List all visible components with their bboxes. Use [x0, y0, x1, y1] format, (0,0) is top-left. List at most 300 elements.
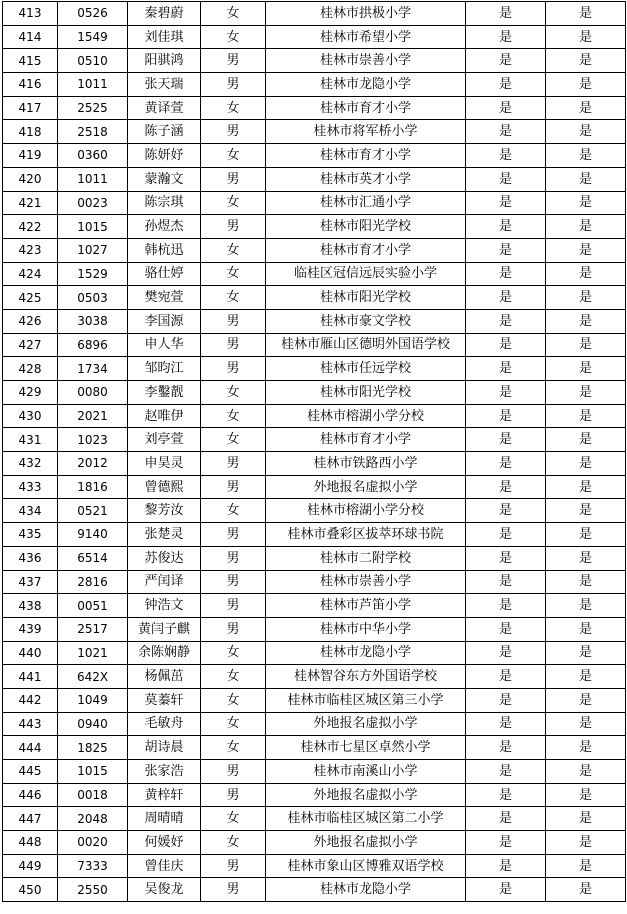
gender-cell: 女	[201, 712, 266, 736]
row-number-cell: 429	[3, 381, 58, 405]
id-code-cell: 9140	[58, 523, 128, 547]
student-name-cell: 黄译萱	[128, 96, 201, 120]
status-cell-2: 是	[546, 309, 626, 333]
table-row	[3, 167, 626, 191]
school-name-cell: 桂林市豪文学校	[266, 309, 466, 333]
row-number-cell: 416	[3, 73, 58, 97]
row-number-cell: 425	[3, 286, 58, 310]
table-body	[3, 2, 626, 902]
row-number-cell: 434	[3, 499, 58, 523]
table-row	[3, 404, 626, 428]
row-number-cell: 426	[3, 309, 58, 333]
gender-cell: 女	[201, 191, 266, 215]
status-cell-2: 是	[546, 120, 626, 144]
gender-cell: 女	[201, 262, 266, 286]
status-cell-2: 是	[546, 475, 626, 499]
school-name-cell: 桂林市汇通小学	[266, 191, 466, 215]
status-cell-1: 是	[466, 878, 546, 902]
school-name-cell: 桂林市雁山区德明外国语学校	[266, 333, 466, 357]
school-name-cell: 临桂区冠信远辰实验小学	[266, 262, 466, 286]
status-cell-1: 是	[466, 807, 546, 831]
id-code-cell: 6896	[58, 333, 128, 357]
status-cell-2: 是	[546, 878, 626, 902]
status-cell-2: 是	[546, 144, 626, 168]
gender-cell: 女	[201, 641, 266, 665]
student-name-cell: 李国源	[128, 309, 201, 333]
student-name-cell: 刘亭萱	[128, 428, 201, 452]
table-row	[3, 641, 626, 665]
table-row	[3, 617, 626, 641]
status-cell-2: 是	[546, 594, 626, 618]
table-row	[3, 665, 626, 689]
gender-cell: 男	[201, 594, 266, 618]
id-code-cell: 2048	[58, 807, 128, 831]
id-code-cell: 1529	[58, 262, 128, 286]
id-code-cell: 1015	[58, 215, 128, 239]
table-row	[3, 428, 626, 452]
status-cell-1: 是	[466, 665, 546, 689]
status-cell-2: 是	[546, 854, 626, 878]
row-number-cell: 423	[3, 238, 58, 262]
id-code-cell: 1049	[58, 688, 128, 712]
row-number-cell: 440	[3, 641, 58, 665]
table-row	[3, 309, 626, 333]
id-code-cell: 0521	[58, 499, 128, 523]
school-name-cell: 桂林市育才小学	[266, 238, 466, 262]
gender-cell: 男	[201, 73, 266, 97]
gender-cell: 男	[201, 215, 266, 239]
id-code-cell: 0940	[58, 712, 128, 736]
table-row	[3, 144, 626, 168]
status-cell-2: 是	[546, 665, 626, 689]
school-name-cell: 外地报名虚拟小学	[266, 475, 466, 499]
status-cell-1: 是	[466, 499, 546, 523]
school-name-cell: 桂林智谷东方外国语学校	[266, 665, 466, 689]
student-name-cell: 吴俊龙	[128, 878, 201, 902]
row-number-cell: 414	[3, 25, 58, 49]
status-cell-2: 是	[546, 712, 626, 736]
gender-cell: 男	[201, 49, 266, 73]
status-cell-2: 是	[546, 546, 626, 570]
id-code-cell: 1021	[58, 641, 128, 665]
school-name-cell: 桂林市临桂区城区第三小学	[266, 688, 466, 712]
school-name-cell: 桂林市英才小学	[266, 167, 466, 191]
school-name-cell: 桂林市阳光学校	[266, 215, 466, 239]
id-code-cell: 1027	[58, 238, 128, 262]
student-name-cell: 黄闫子麒	[128, 617, 201, 641]
row-number-cell: 437	[3, 570, 58, 594]
gender-cell: 男	[201, 120, 266, 144]
status-cell-2: 是	[546, 167, 626, 191]
school-name-cell: 桂林市龙隐小学	[266, 878, 466, 902]
student-name-cell: 曾德熙	[128, 475, 201, 499]
student-name-cell: 蒙瀚文	[128, 167, 201, 191]
student-name-cell: 杨佩茁	[128, 665, 201, 689]
table-row	[3, 594, 626, 618]
school-name-cell: 外地报名虚拟小学	[266, 783, 466, 807]
school-name-cell: 桂林市临桂区城区第二小学	[266, 807, 466, 831]
table-row	[3, 783, 626, 807]
row-number-cell: 442	[3, 688, 58, 712]
status-cell-2: 是	[546, 831, 626, 855]
student-name-cell: 曾佳庆	[128, 854, 201, 878]
status-cell-1: 是	[466, 309, 546, 333]
status-cell-2: 是	[546, 404, 626, 428]
status-cell-1: 是	[466, 262, 546, 286]
status-cell-2: 是	[546, 641, 626, 665]
status-cell-1: 是	[466, 641, 546, 665]
school-name-cell: 桂林市崇善小学	[266, 570, 466, 594]
table-row	[3, 357, 626, 381]
school-name-cell: 桂林市榕湖小学分校	[266, 404, 466, 428]
school-name-cell: 桂林市铁路西小学	[266, 452, 466, 476]
id-code-cell: 1549	[58, 25, 128, 49]
status-cell-1: 是	[466, 25, 546, 49]
gender-cell: 男	[201, 309, 266, 333]
id-code-cell: 2550	[58, 878, 128, 902]
status-cell-1: 是	[466, 712, 546, 736]
id-code-cell: 0503	[58, 286, 128, 310]
school-name-cell: 桂林市榕湖小学分校	[266, 499, 466, 523]
gender-cell: 女	[201, 665, 266, 689]
row-number-cell: 424	[3, 262, 58, 286]
status-cell-1: 是	[466, 688, 546, 712]
row-number-cell: 439	[3, 617, 58, 641]
status-cell-1: 是	[466, 381, 546, 405]
id-code-cell: 642X	[58, 665, 128, 689]
gender-cell: 男	[201, 617, 266, 641]
student-name-cell: 毛敏舟	[128, 712, 201, 736]
status-cell-2: 是	[546, 238, 626, 262]
status-cell-1: 是	[466, 617, 546, 641]
table-row	[3, 854, 626, 878]
school-name-cell: 桂林市阳光学校	[266, 286, 466, 310]
school-name-cell: 外地报名虚拟小学	[266, 831, 466, 855]
gender-cell: 女	[201, 238, 266, 262]
id-code-cell: 1734	[58, 357, 128, 381]
id-code-cell: 0020	[58, 831, 128, 855]
table-row	[3, 73, 626, 97]
table-row	[3, 286, 626, 310]
gender-cell: 男	[201, 570, 266, 594]
status-cell-2: 是	[546, 736, 626, 760]
student-name-cell: 邹昀江	[128, 357, 201, 381]
status-cell-1: 是	[466, 854, 546, 878]
status-cell-2: 是	[546, 499, 626, 523]
id-code-cell: 1816	[58, 475, 128, 499]
student-name-cell: 申昊灵	[128, 452, 201, 476]
status-cell-2: 是	[546, 452, 626, 476]
school-name-cell: 桂林市南溪山小学	[266, 760, 466, 784]
status-cell-1: 是	[466, 428, 546, 452]
row-number-cell: 427	[3, 333, 58, 357]
status-cell-2: 是	[546, 357, 626, 381]
status-cell-1: 是	[466, 546, 546, 570]
student-name-cell: 赵唯伊	[128, 404, 201, 428]
status-cell-1: 是	[466, 144, 546, 168]
row-number-cell: 420	[3, 167, 58, 191]
table-row	[3, 25, 626, 49]
gender-cell: 女	[201, 286, 266, 310]
gender-cell: 女	[201, 381, 266, 405]
table-row	[3, 120, 626, 144]
table-row	[3, 760, 626, 784]
id-code-cell: 1011	[58, 73, 128, 97]
table-row	[3, 499, 626, 523]
status-cell-2: 是	[546, 73, 626, 97]
status-cell-1: 是	[466, 452, 546, 476]
gender-cell: 男	[201, 854, 266, 878]
row-number-cell: 428	[3, 357, 58, 381]
school-name-cell: 桂林市叠彩区拔萃环球书院	[266, 523, 466, 547]
status-cell-2: 是	[546, 333, 626, 357]
table-row	[3, 49, 626, 73]
status-cell-1: 是	[466, 333, 546, 357]
student-name-cell: 张楚灵	[128, 523, 201, 547]
id-code-cell: 2012	[58, 452, 128, 476]
row-number-cell: 449	[3, 854, 58, 878]
status-cell-1: 是	[466, 238, 546, 262]
status-cell-2: 是	[546, 523, 626, 547]
student-name-cell: 何媛妤	[128, 831, 201, 855]
student-name-cell: 骆仕婷	[128, 262, 201, 286]
gender-cell: 男	[201, 878, 266, 902]
table-row	[3, 333, 626, 357]
gender-cell: 男	[201, 357, 266, 381]
table-row	[3, 215, 626, 239]
status-cell-1: 是	[466, 831, 546, 855]
gender-cell: 女	[201, 831, 266, 855]
gender-cell: 女	[201, 96, 266, 120]
status-cell-1: 是	[466, 783, 546, 807]
row-number-cell: 438	[3, 594, 58, 618]
gender-cell: 女	[201, 144, 266, 168]
school-name-cell: 桂林市芦笛小学	[266, 594, 466, 618]
status-cell-1: 是	[466, 49, 546, 73]
id-code-cell: 6514	[58, 546, 128, 570]
status-cell-1: 是	[466, 73, 546, 97]
gender-cell: 女	[201, 736, 266, 760]
status-cell-1: 是	[466, 286, 546, 310]
status-cell-1: 是	[466, 523, 546, 547]
gender-cell: 女	[201, 807, 266, 831]
gender-cell: 男	[201, 783, 266, 807]
school-name-cell: 桂林市七星区卓然小学	[266, 736, 466, 760]
id-code-cell: 2518	[58, 120, 128, 144]
status-cell-1: 是	[466, 760, 546, 784]
id-code-cell: 0510	[58, 49, 128, 73]
table-row	[3, 452, 626, 476]
student-name-cell: 孙煜杰	[128, 215, 201, 239]
table-row	[3, 191, 626, 215]
row-number-cell: 450	[3, 878, 58, 902]
table-row	[3, 688, 626, 712]
table-row	[3, 475, 626, 499]
id-code-cell: 1825	[58, 736, 128, 760]
table-row	[3, 523, 626, 547]
row-number-cell: 441	[3, 665, 58, 689]
id-code-cell: 0360	[58, 144, 128, 168]
id-code-cell: 2525	[58, 96, 128, 120]
status-cell-2: 是	[546, 286, 626, 310]
status-cell-1: 是	[466, 191, 546, 215]
id-code-cell: 2816	[58, 570, 128, 594]
student-name-cell: 陈宗琪	[128, 191, 201, 215]
gender-cell: 男	[201, 167, 266, 191]
student-name-cell: 樊宛萱	[128, 286, 201, 310]
status-cell-2: 是	[546, 49, 626, 73]
row-number-cell: 421	[3, 191, 58, 215]
status-cell-1: 是	[466, 475, 546, 499]
row-number-cell: 422	[3, 215, 58, 239]
id-code-cell: 2021	[58, 404, 128, 428]
status-cell-2: 是	[546, 570, 626, 594]
student-name-cell: 严闰译	[128, 570, 201, 594]
id-code-cell: 3038	[58, 309, 128, 333]
row-number-cell: 430	[3, 404, 58, 428]
status-cell-1: 是	[466, 215, 546, 239]
id-code-cell: 7333	[58, 854, 128, 878]
school-name-cell: 桂林市阳光学校	[266, 381, 466, 405]
table-row	[3, 878, 626, 902]
table-row	[3, 712, 626, 736]
id-code-cell: 1023	[58, 428, 128, 452]
school-name-cell: 桂林市象山区博雅双语学校	[266, 854, 466, 878]
table-row	[3, 2, 626, 26]
gender-cell: 男	[201, 452, 266, 476]
school-name-cell: 桂林市拱极小学	[266, 2, 466, 26]
id-code-cell: 0023	[58, 191, 128, 215]
school-name-cell: 桂林市育才小学	[266, 96, 466, 120]
student-name-cell: 周晴晴	[128, 807, 201, 831]
table-row	[3, 831, 626, 855]
row-number-cell: 448	[3, 831, 58, 855]
status-cell-2: 是	[546, 688, 626, 712]
school-name-cell: 桂林市二附学校	[266, 546, 466, 570]
status-cell-1: 是	[466, 357, 546, 381]
status-cell-1: 是	[466, 167, 546, 191]
school-name-cell: 桂林市中华小学	[266, 617, 466, 641]
gender-cell: 女	[201, 688, 266, 712]
student-name-cell: 莫蓁轩	[128, 688, 201, 712]
id-code-cell: 1015	[58, 760, 128, 784]
student-name-cell: 黄梓轩	[128, 783, 201, 807]
id-code-cell: 0018	[58, 783, 128, 807]
status-cell-2: 是	[546, 25, 626, 49]
row-number-cell: 419	[3, 144, 58, 168]
row-number-cell: 444	[3, 736, 58, 760]
school-name-cell: 桂林市崇善小学	[266, 49, 466, 73]
status-cell-1: 是	[466, 736, 546, 760]
gender-cell: 男	[201, 523, 266, 547]
table-row	[3, 262, 626, 286]
student-name-cell: 余陈娴静	[128, 641, 201, 665]
school-name-cell: 桂林市龙隐小学	[266, 73, 466, 97]
student-name-cell: 秦碧蔚	[128, 2, 201, 26]
status-cell-1: 是	[466, 404, 546, 428]
row-number-cell: 417	[3, 96, 58, 120]
student-name-cell: 陈子涵	[128, 120, 201, 144]
row-number-cell: 413	[3, 2, 58, 26]
row-number-cell: 443	[3, 712, 58, 736]
gender-cell: 女	[201, 499, 266, 523]
row-number-cell: 446	[3, 783, 58, 807]
student-name-cell: 张天瑞	[128, 73, 201, 97]
student-name-cell: 苏俊达	[128, 546, 201, 570]
row-number-cell: 431	[3, 428, 58, 452]
table-row	[3, 807, 626, 831]
student-name-cell: 胡诗晨	[128, 736, 201, 760]
gender-cell: 男	[201, 333, 266, 357]
school-name-cell: 桂林市将军桥小学	[266, 120, 466, 144]
status-cell-1: 是	[466, 120, 546, 144]
school-name-cell: 桂林市龙隐小学	[266, 641, 466, 665]
status-cell-2: 是	[546, 617, 626, 641]
table-row	[3, 546, 626, 570]
table-row	[3, 238, 626, 262]
student-name-cell: 钟浩文	[128, 594, 201, 618]
id-code-cell: 2517	[58, 617, 128, 641]
status-cell-2: 是	[546, 760, 626, 784]
student-name-cell: 韩杭迅	[128, 238, 201, 262]
status-cell-2: 是	[546, 783, 626, 807]
row-number-cell: 445	[3, 760, 58, 784]
id-code-cell: 1011	[58, 167, 128, 191]
status-cell-1: 是	[466, 594, 546, 618]
status-cell-1: 是	[466, 96, 546, 120]
student-name-cell: 李鑿靓	[128, 381, 201, 405]
status-cell-1: 是	[466, 570, 546, 594]
gender-cell: 女	[201, 428, 266, 452]
status-cell-2: 是	[546, 96, 626, 120]
gender-cell: 女	[201, 404, 266, 428]
table-row	[3, 381, 626, 405]
school-name-cell: 桂林市任远学校	[266, 357, 466, 381]
status-cell-2: 是	[546, 2, 626, 26]
status-cell-2: 是	[546, 215, 626, 239]
school-name-cell: 桂林市希望小学	[266, 25, 466, 49]
table-row	[3, 570, 626, 594]
school-name-cell: 外地报名虚拟小学	[266, 712, 466, 736]
gender-cell: 女	[201, 2, 266, 26]
gender-cell: 男	[201, 760, 266, 784]
school-name-cell: 桂林市育才小学	[266, 428, 466, 452]
student-list-table	[2, 1, 626, 902]
status-cell-2: 是	[546, 381, 626, 405]
gender-cell: 女	[201, 25, 266, 49]
student-name-cell: 阳骐鸿	[128, 49, 201, 73]
row-number-cell: 447	[3, 807, 58, 831]
student-name-cell: 刘佳琪	[128, 25, 201, 49]
student-name-cell: 张家浩	[128, 760, 201, 784]
status-cell-2: 是	[546, 428, 626, 452]
student-name-cell: 申人华	[128, 333, 201, 357]
gender-cell: 男	[201, 475, 266, 499]
row-number-cell: 418	[3, 120, 58, 144]
table-row	[3, 96, 626, 120]
status-cell-2: 是	[546, 807, 626, 831]
row-number-cell: 436	[3, 546, 58, 570]
gender-cell: 男	[201, 546, 266, 570]
student-name-cell: 黎芳汝	[128, 499, 201, 523]
id-code-cell: 0526	[58, 2, 128, 26]
row-number-cell: 432	[3, 452, 58, 476]
status-cell-2: 是	[546, 262, 626, 286]
status-cell-1: 是	[466, 2, 546, 26]
row-number-cell: 435	[3, 523, 58, 547]
status-cell-2: 是	[546, 191, 626, 215]
row-number-cell: 415	[3, 49, 58, 73]
